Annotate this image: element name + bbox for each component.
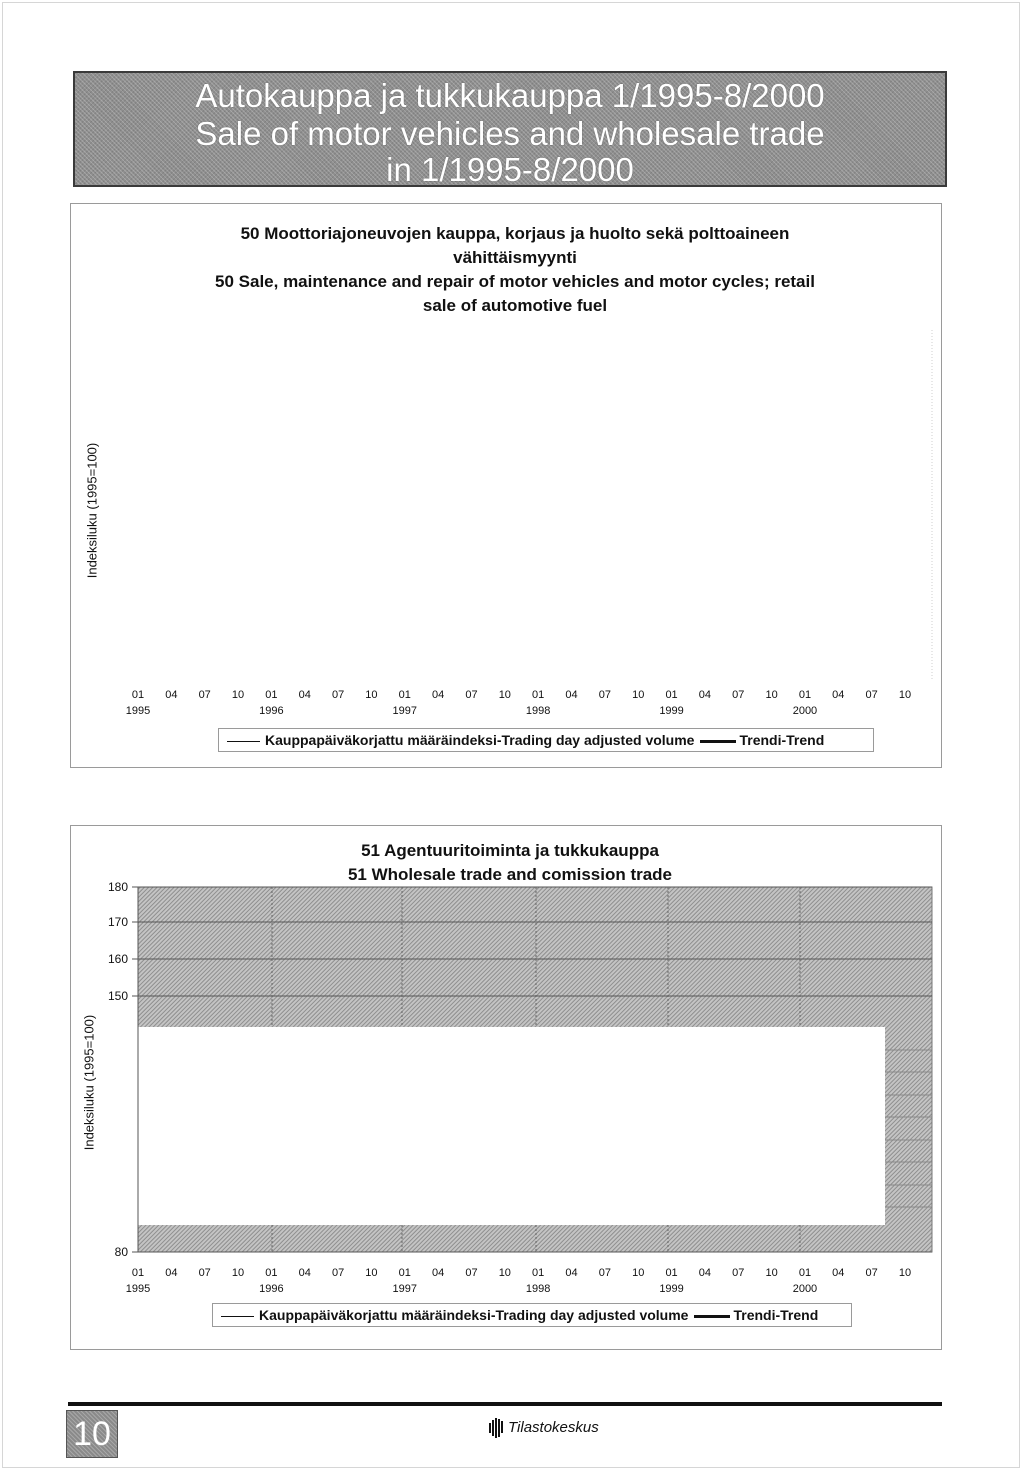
x-tick-label: 10 [898,1267,912,1279]
legend-trend-label: Trendi-Trend [739,732,825,748]
chart1-title-line: vähittäismyynti [453,248,577,267]
x-tick-label: 10 [632,689,645,701]
footer-rule [68,1402,942,1406]
x-tick-label: 07 [465,1267,478,1279]
x-tick-label: 07 [465,689,478,701]
x-year-label: 1999 [659,1283,684,1295]
plot-blank-region [138,1027,885,1225]
x-tick-label: 04 [565,1267,578,1279]
x-tick-label: 10 [632,1267,645,1279]
x-tick-label: 04 [165,689,178,701]
x-tick-label: 07 [732,689,745,701]
x-tick-label: 01 [131,1267,145,1279]
x-tick-label: 10 [765,1267,778,1279]
x-tick-label: 01 [532,689,545,701]
x-tick-label: 07 [865,689,878,701]
x-tick-label: 10 [765,689,778,701]
x-year-label: 1998 [525,1283,551,1295]
x-year-label: 1996 [259,1283,284,1295]
x-year-label: 2000 [792,1283,818,1295]
x-tick-label: 01 [665,689,678,701]
x-tick-label: 01 [398,1267,411,1279]
x-tick-label: 07 [331,1267,345,1279]
x-tick-label: 10 [498,689,511,701]
legend-volume-swatch [221,1316,254,1317]
x-tick-label: 10 [365,1267,378,1279]
legend-trend-swatch [694,1315,730,1318]
x-tick-label: 04 [698,689,712,701]
x-tick-label: 07 [865,1267,878,1279]
x-year-label: 2000 [792,705,818,717]
x-tick-label: 04 [432,689,445,701]
x-year-label: 1997 [392,1283,418,1295]
chart1-title-line: 50 Moottoriajoneuvojen kauppa, korjaus ja huolto sekä polttoaineen [240,224,790,243]
x-year-label: 1996 [259,705,284,717]
x-year-label: 1998 [525,705,551,717]
x-tick-label: 07 [732,1267,745,1279]
x-tick-label: 01 [665,1267,678,1279]
x-tick-label: 07 [598,689,611,701]
x-tick-label: 04 [565,689,578,701]
chart1-ylabel: Indeksiluku (1995=100) [84,442,100,579]
y-tick-label: 80 [114,1245,128,1259]
x-tick-label: 04 [165,1267,178,1279]
x-year-label: 1995 [125,705,151,717]
x-year-label: 1999 [659,705,684,717]
x-tick-label: 01 [798,689,812,701]
y-tick-label: 170 [107,915,128,929]
y-tick-label: 180 [107,880,128,894]
title-en-period: in 1/1995-8/2000 [386,151,634,188]
x-tick-label: 10 [365,689,378,701]
legend-volume-label: Kauppapäiväkorjattu määräindeksi-Trading day adjusted volume [265,732,695,748]
x-tick-label: 07 [598,1267,611,1279]
x-tick-label: 01 [265,689,278,701]
title-en: Sale of motor vehicles and wholesale trade [195,115,825,152]
x-tick-label: 07 [331,689,345,701]
x-tick-label: 01 [398,689,411,701]
x-year-label: 1995 [125,1283,151,1295]
chart2-ylabel: Indeksiluku (1995=100) [81,1014,97,1151]
page-number: 10 [66,1410,118,1458]
chart2-legend [212,1303,852,1327]
title-fi: Autokauppa ja tukkukauppa 1/1995-8/2000 [195,77,825,114]
publisher-name: Tilastokeskus [508,1419,599,1436]
x-tick-label: 07 [198,1267,211,1279]
x-tick-label: 10 [898,689,912,701]
x-tick-label: 07 [198,689,211,701]
x-tick-label: 01 [532,1267,545,1279]
chart2-title-line: 51 Wholesale trade and comission trade [347,865,673,884]
x-tick-label: 01 [798,1267,812,1279]
legend-trend-label: Trendi-Trend [733,1307,819,1323]
chart2-title-line: 51 Agentuuritoiminta ja tukkukauppa [361,841,659,860]
x-tick-label: 10 [231,1267,245,1279]
y-tick-label: 160 [107,952,128,966]
x-tick-label: 04 [432,1267,445,1279]
legend-volume-label: Kauppapäiväkorjattu määräindeksi-Trading day adjusted volume [259,1307,689,1323]
chart1-title-line: 50 Sale, maintenance and repair of motor vehicles and motor cycles; retail [215,272,815,291]
y-tick-label: 150 [107,989,128,1003]
x-tick-label: 04 [298,1267,311,1279]
x-tick-label: 04 [298,689,311,701]
x-tick-label: 04 [698,1267,712,1279]
x-tick-label: 04 [832,689,845,701]
x-tick-label: 01 [131,689,145,701]
x-tick-label: 01 [265,1267,278,1279]
x-tick-label: 04 [832,1267,845,1279]
x-year-label: 1997 [392,705,418,717]
chart1-title-line: sale of automotive fuel [422,296,608,315]
x-tick-label: 10 [498,1267,511,1279]
x-tick-label: 10 [231,689,245,701]
